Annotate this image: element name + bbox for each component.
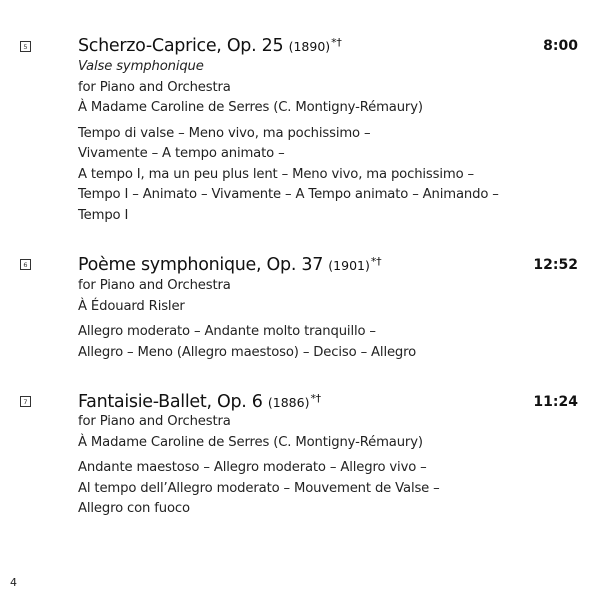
track-title: Scherzo-Caprice, Op. 25 xyxy=(78,36,284,56)
tempo-line: Al tempo dell’Allegro moderato – Mouvement de Valse – xyxy=(78,480,440,496)
track-title: Fantaisie-Ballet, Op. 6 xyxy=(78,392,263,412)
tempo-markings xyxy=(78,458,548,520)
track-number-box: 5 xyxy=(20,41,31,52)
track-title-line xyxy=(78,35,342,58)
track-duration: 12:52 xyxy=(533,257,578,273)
tempo-line: Tempo I xyxy=(78,207,129,223)
track-details xyxy=(78,276,548,363)
tempo-line: A tempo I, ma un peu plus lent – Meno vivo, ma pochissimo – xyxy=(78,166,474,182)
tempo-line: Allegro con fuoco xyxy=(78,501,190,516)
page-number: 4 xyxy=(10,576,17,589)
track-year: (1886) xyxy=(267,395,310,410)
track-marks: *† xyxy=(331,36,342,49)
track-subtitle: Valse symphonique xyxy=(78,59,204,74)
track-instrumentation: for Piano and Orchestra xyxy=(78,79,231,95)
track-instrumentation: for Piano and Orchestra xyxy=(78,278,231,293)
tempo-line: Tempo I – Animato – Vivamente – A Tempo animato – Animando – xyxy=(78,187,499,202)
track-title-line xyxy=(78,391,321,414)
track-marks: *† xyxy=(310,392,321,405)
tempo-markings xyxy=(78,124,548,227)
track-title: Poème symphonique, Op. 37 xyxy=(78,255,324,275)
track-number-box: 7 xyxy=(20,396,31,407)
tempo-line: Vivamente – A tempo animato – xyxy=(78,146,285,161)
track-details xyxy=(78,412,548,520)
track-dedication: À Madame Caroline de Serres (C. Montigny-Rémaury) xyxy=(78,100,423,115)
track-duration: 11:24 xyxy=(533,394,578,410)
tempo-line: Allegro moderato – Andante molto tranquillo – xyxy=(78,324,376,339)
track-marks: *† xyxy=(370,255,382,268)
track-number-box: 6 xyxy=(20,259,31,270)
track-year: (1901) xyxy=(328,258,370,273)
track-year: (1890) xyxy=(288,39,331,54)
track-details xyxy=(78,57,548,226)
track-dedication: À Madame Caroline de Serres (C. Montigny-Rémaury) xyxy=(78,434,423,450)
track-instrumentation: for Piano and Orchestra xyxy=(78,414,231,429)
track-title-line xyxy=(78,254,381,277)
tempo-line: Allegro – Meno (Allegro maestoso) – Deciso – Allegro xyxy=(78,344,417,360)
tempo-line: Tempo di valse – Meno vivo, ma pochissimo – xyxy=(78,125,371,141)
track-dedication: À Édouard Risler xyxy=(78,298,185,314)
tempo-markings xyxy=(78,322,548,363)
track-duration: 8:00 xyxy=(543,38,578,54)
tempo-line: Andante maestoso – Allegro moderato – Allegro vivo – xyxy=(78,460,427,475)
